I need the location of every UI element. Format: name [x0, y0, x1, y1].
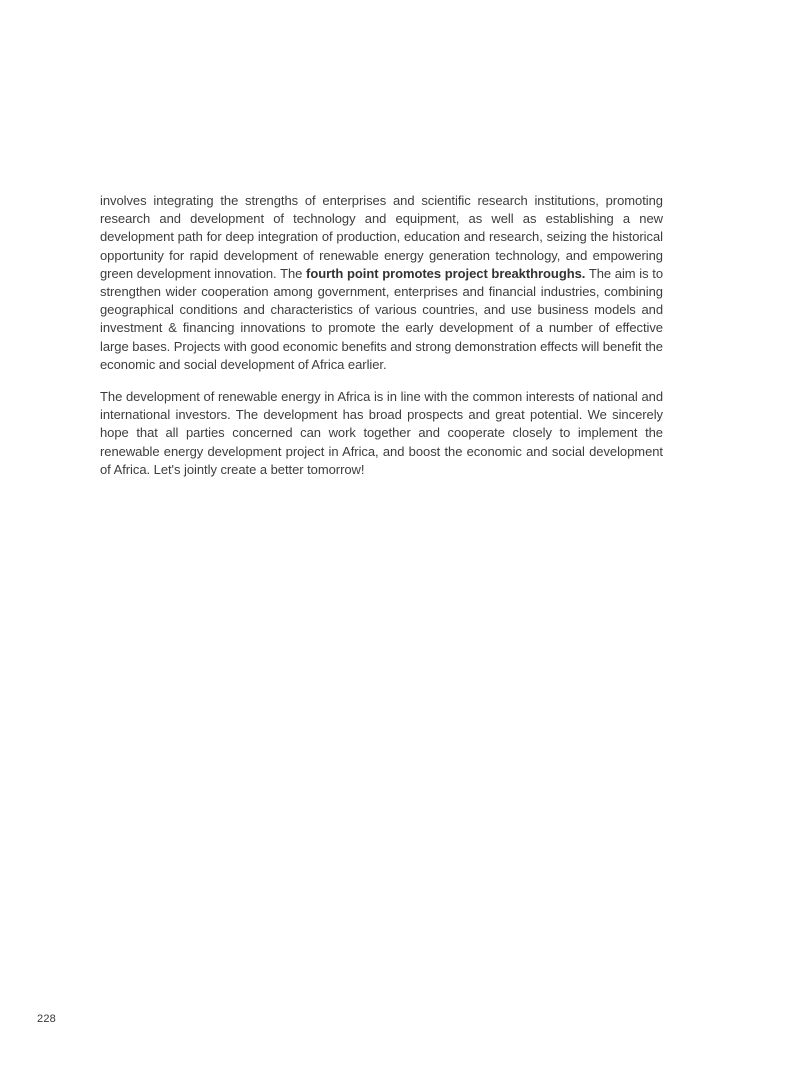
paragraph-2-text: The development of renewable energy in Africa is in line with the common interests of national and international investors. The development has broad prospects and great potential. We sincerely hope that all parties concerned can work together and cooperate closely to implement the renewable energy development project in Africa, and boost the economic and social development of Africa. Let's jointly create a better tomorrow! — [100, 389, 663, 477]
paragraph-1-text-start: involves integrating the strengths of enterprises and scientific research institutions, promoting research and development of technology and equipment, as well as establishing a new development path for deep integration of production, education and research, seizing the historical opportunity for rapid development of renewable energy generation technology, and empowering green development innovation. The — [100, 193, 663, 281]
paragraph-1-bold-phrase: fourth point promotes project breakthroughs. — [306, 265, 586, 281]
paragraph-1 — [100, 192, 663, 374]
body-text-block — [100, 192, 663, 479]
page-number: 228 — [37, 1013, 56, 1025]
paragraph-2 — [100, 388, 663, 479]
paragraph-1-text-end: The aim is to strengthen wider cooperation among government, enterprises and financial industries, combining geographical conditions and characteristics of various countries, and use business models and investment & financing innovations to promote the early development of a number of effective large bases. Projects with good economic benefits and strong demonstration effects will benefit the economic and social development of Africa earlier. — [100, 265, 664, 372]
